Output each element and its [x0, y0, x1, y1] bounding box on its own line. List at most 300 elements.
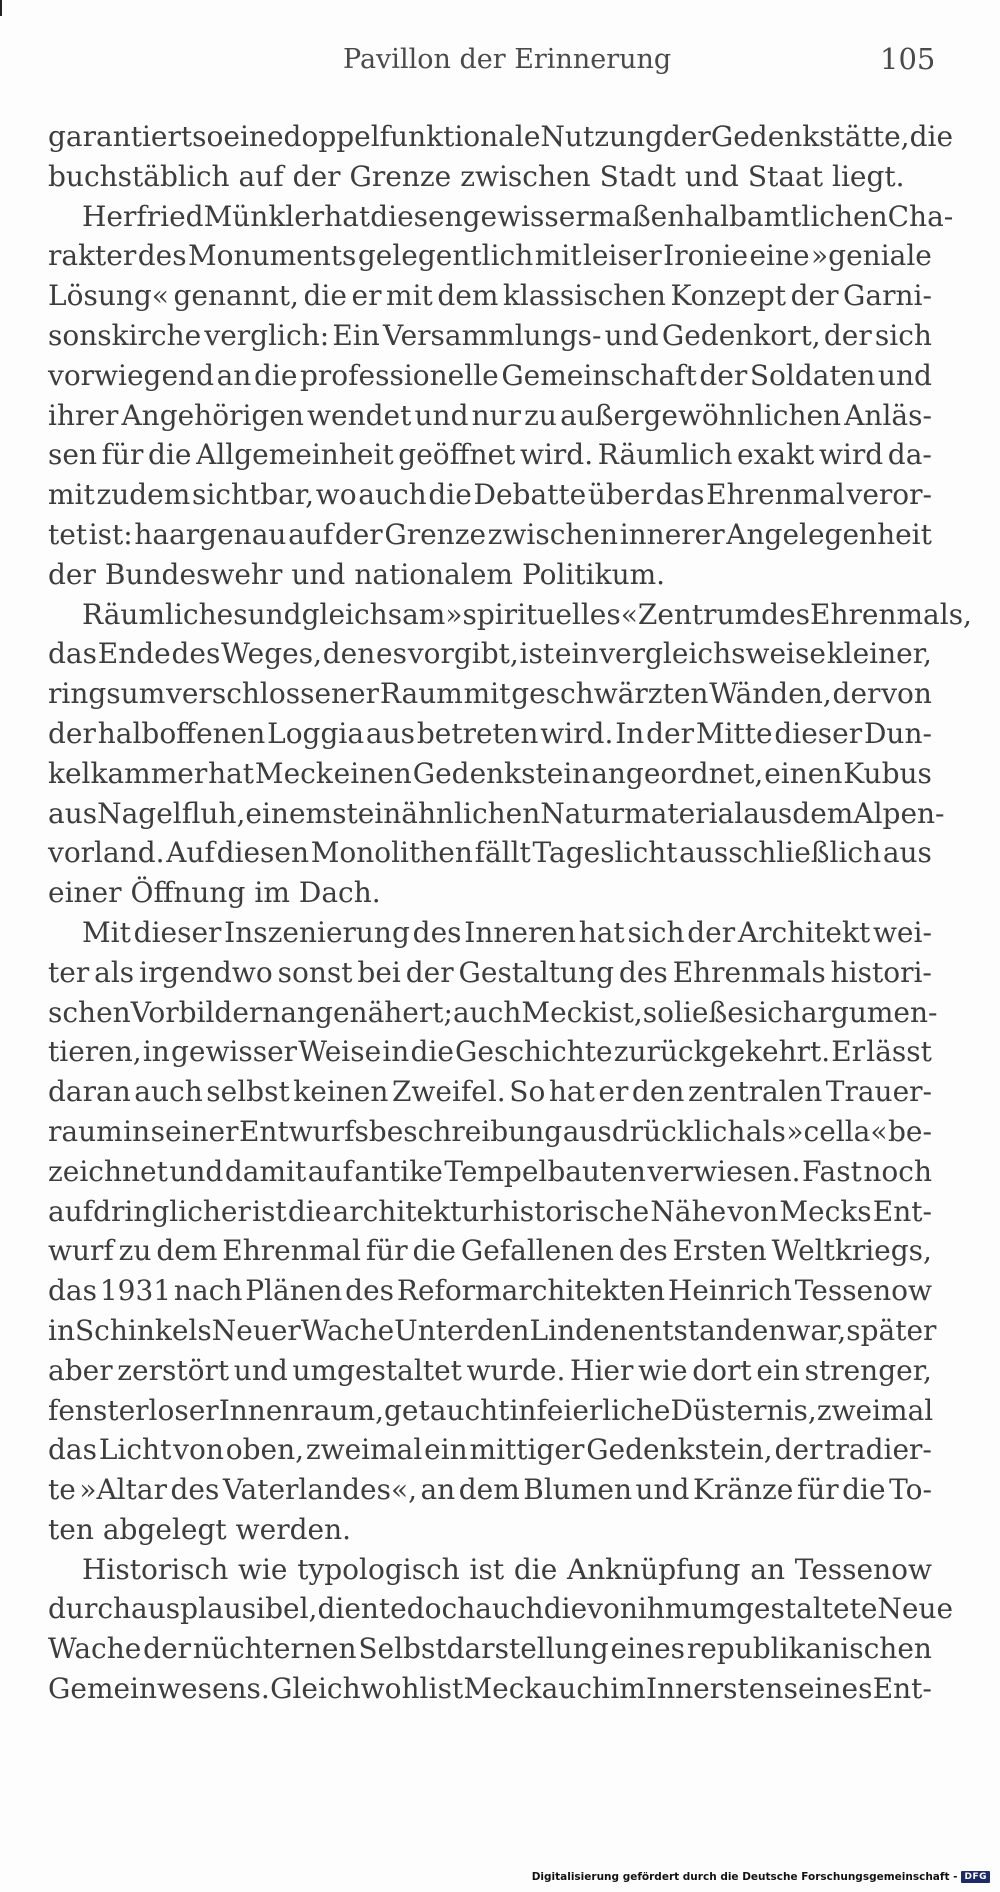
text-word: angeordnet, — [591, 756, 764, 790]
text-word: diesen — [216, 836, 309, 870]
text-word: Reformarchitekten — [396, 1274, 666, 1308]
text-word: Mit — [82, 915, 131, 949]
text-word: ist — [428, 1672, 464, 1706]
funding-note: Digitalisierung gefördert durch die Deutsche Forschungsgemeinschaft - — [531, 1871, 958, 1883]
text-word: zwischen — [487, 517, 619, 551]
text-word: dem — [458, 1473, 520, 1507]
text-word: Ehrenmal — [706, 478, 845, 512]
text-word: Alpen- — [853, 796, 945, 830]
text-word: Mitte — [695, 716, 773, 750]
text-word: an — [420, 1473, 456, 1507]
text-word: vorland. — [48, 836, 165, 870]
text-word: das — [48, 1433, 97, 1467]
text-word: nationalem — [354, 557, 513, 591]
text-word: des — [171, 637, 221, 671]
text-word: selbst — [206, 1075, 290, 1109]
text-word: Unter — [394, 1313, 477, 1347]
text-word: professionelle — [299, 358, 499, 392]
text-word: ausdrücklich — [562, 1114, 746, 1148]
text-word: wurde. — [466, 1353, 566, 1387]
text-word: Düsternis, — [670, 1393, 817, 1427]
text-word: Ent- — [872, 1194, 932, 1228]
text-word: und — [635, 1473, 690, 1507]
text-line — [48, 1550, 932, 1590]
text-word: in — [509, 1393, 537, 1427]
text-word: Geschichte — [455, 1035, 613, 1069]
text-word: einer — [48, 876, 122, 910]
text-word: verwiesen. — [647, 1154, 801, 1188]
text-word: später — [846, 1313, 937, 1347]
text-word: vorwiegend — [48, 358, 215, 392]
text-word: hat — [578, 915, 625, 949]
text-word: Wache — [300, 1313, 395, 1347]
text-word: Vaterlandes«, — [222, 1473, 417, 1507]
text-word: getaucht — [383, 1393, 510, 1427]
text-word: aus — [365, 716, 415, 750]
text-word: Nagelfluh, — [97, 796, 246, 830]
text-word: Soldaten — [749, 358, 876, 392]
text-word: hat — [548, 1075, 595, 1109]
text-word: damit — [224, 1154, 307, 1188]
text-word: sonskirche — [48, 318, 202, 352]
text-word: für — [365, 1234, 408, 1268]
text-word: und — [414, 398, 469, 432]
text-word: des — [618, 1234, 668, 1268]
text-word: ist, — [599, 995, 643, 1029]
text-word: Räumlich — [597, 438, 733, 472]
text-word: hat — [324, 199, 371, 233]
text-word: Trauer- — [825, 1075, 932, 1109]
text-word: des — [761, 597, 811, 631]
text-word: ist: — [88, 517, 133, 551]
text-word: außergewöhnlichen — [560, 398, 842, 432]
text-word: Ehrenmals — [672, 955, 826, 989]
text-word: »geniale — [811, 239, 932, 273]
text-word: tieren, — [48, 1035, 142, 1069]
text-word: an — [216, 358, 252, 392]
text-word: zurückgekehrt. — [613, 1035, 831, 1069]
text-word: die — [909, 120, 954, 153]
text-word: im — [254, 876, 290, 910]
text-line — [48, 794, 945, 834]
text-word: sich — [743, 995, 801, 1029]
text-word: Dun- — [863, 716, 932, 750]
text-word: Konzept — [670, 279, 787, 313]
text-word: die — [543, 1592, 588, 1626]
text-line — [48, 913, 932, 953]
text-line — [48, 634, 932, 674]
text-word: des — [618, 955, 668, 989]
text-word: einen — [764, 756, 843, 790]
text-word: Ironie — [663, 239, 749, 273]
text-word: an — [750, 1552, 785, 1586]
page-number: 105 — [880, 42, 936, 76]
text-word: und — [291, 557, 346, 591]
text-word: Heinrich — [667, 1274, 792, 1308]
text-word: dem — [437, 279, 499, 313]
text-word: Politikum. — [521, 557, 666, 591]
text-word: ter — [48, 955, 90, 989]
text-word: des — [345, 1274, 395, 1308]
text-word: oben, — [225, 1433, 305, 1467]
text-word: auch — [541, 1672, 611, 1706]
text-word: sich — [874, 318, 932, 352]
text-word: buchstäblich — [48, 159, 230, 193]
body-text — [48, 117, 972, 1709]
text-word: Wänden, — [709, 677, 832, 711]
text-word: Kubus — [843, 756, 932, 790]
text-word: Kränze — [692, 1473, 794, 1507]
text-line — [48, 833, 932, 873]
text-word: Monolithen — [310, 836, 473, 870]
text-word: be- — [887, 1114, 932, 1148]
text-word: architekturhistorische — [332, 1194, 650, 1228]
running-title: Pavillon der Erinnerung — [343, 44, 672, 75]
text-word: der — [143, 1632, 192, 1666]
text-word: aber — [48, 1353, 113, 1387]
text-word: feierliche — [536, 1393, 671, 1427]
text-word: seiner — [150, 1114, 239, 1148]
text-word: Neue — [877, 1592, 954, 1626]
text-word: umgestaltet — [292, 1353, 462, 1387]
text-word: Schinkels — [75, 1313, 212, 1347]
text-word: Debatte — [473, 478, 587, 512]
text-word: Historisch — [82, 1552, 229, 1586]
text-word: Weise — [298, 1035, 382, 1069]
text-word: des — [137, 239, 187, 273]
text-line — [48, 754, 932, 794]
text-word: über — [587, 478, 654, 512]
text-word: argumen- — [800, 995, 938, 1029]
text-word: Versammlungs- — [382, 318, 602, 352]
text-word: sonst — [277, 955, 353, 989]
text-word: in — [123, 1114, 151, 1148]
text-word: gewissermaßen — [462, 199, 686, 233]
text-word: die — [410, 1035, 454, 1069]
text-word: Meck — [463, 1672, 542, 1706]
text-line — [48, 1152, 932, 1192]
text-word: verglich: — [204, 318, 330, 352]
text-word: Tessenow — [794, 1274, 932, 1308]
text-word: wird. — [520, 438, 594, 472]
text-word: irgendwo — [139, 955, 273, 989]
text-word: von — [587, 1592, 638, 1626]
text-word: Gedenkstein, — [586, 1433, 773, 1467]
text-word: auf — [307, 1154, 353, 1188]
text-line — [48, 1510, 932, 1550]
text-word: auch — [475, 1592, 544, 1626]
text-word: und — [233, 1353, 288, 1387]
text-word: der — [823, 318, 872, 352]
text-line — [48, 197, 954, 237]
text-word: die — [513, 1552, 558, 1586]
text-word: schen — [48, 995, 131, 1029]
text-word: die — [303, 279, 347, 313]
text-line — [48, 1192, 932, 1232]
text-word: dieser — [774, 716, 863, 750]
text-word: wei- — [872, 915, 932, 949]
text-word: fällt — [474, 836, 531, 870]
text-word: der — [646, 716, 694, 750]
text-word: eines — [610, 1632, 686, 1666]
text-line — [48, 316, 932, 356]
text-word: im — [610, 1672, 646, 1706]
text-word: Ehrenmals, — [810, 597, 972, 631]
text-word: sich — [627, 915, 685, 949]
text-word: werden. — [235, 1512, 352, 1546]
text-word: die — [287, 1194, 332, 1228]
text-line — [48, 1391, 932, 1431]
text-word: »cella« — [786, 1114, 888, 1148]
text-word: ist — [519, 637, 555, 671]
text-word: da- — [887, 438, 932, 472]
text-word: auf — [288, 517, 334, 551]
text-word: Gleichwohl — [270, 1672, 429, 1706]
text-word: mit — [386, 279, 433, 313]
text-word: genannt, — [173, 279, 299, 313]
text-line — [48, 714, 932, 754]
text-word: der — [699, 358, 748, 392]
text-line — [48, 873, 932, 913]
text-line — [48, 1589, 954, 1629]
text-word: Angehörigen — [121, 398, 304, 432]
text-word: betreten — [416, 716, 539, 750]
text-word: Architekt — [737, 915, 871, 949]
text-word: von — [881, 677, 932, 711]
text-line — [48, 435, 932, 475]
text-word: nüchternen — [192, 1632, 357, 1666]
text-word: dem — [792, 796, 854, 830]
text-line — [48, 1351, 932, 1391]
text-word: des — [170, 1473, 220, 1507]
text-line — [48, 1072, 932, 1112]
text-word: Stadt — [599, 159, 676, 193]
text-word: der — [48, 557, 96, 591]
text-word: als — [745, 1114, 786, 1148]
text-word: Monuments — [188, 239, 357, 273]
text-word: To- — [889, 1473, 932, 1507]
text-word: Selbstdarstellung — [358, 1632, 609, 1666]
text-word: einem — [245, 796, 333, 830]
text-word: zu — [524, 398, 557, 432]
text-word: den — [631, 1075, 685, 1109]
text-word: der — [334, 517, 383, 551]
text-word: Linden — [529, 1313, 628, 1347]
text-word: »spirituelles« — [445, 597, 638, 631]
text-word: diesen — [370, 199, 463, 233]
text-word: leiser — [582, 239, 662, 273]
text-word: Er — [831, 1035, 866, 1069]
text-word: angenähert; — [280, 995, 453, 1029]
text-word: Staat — [747, 159, 823, 193]
text-word: in — [48, 1313, 75, 1347]
text-word: die — [148, 438, 192, 472]
text-word: Anläs- — [844, 398, 932, 432]
text-word: garantiert — [48, 120, 193, 153]
text-word: bei — [357, 955, 401, 989]
text-word: strenger, — [804, 1353, 932, 1387]
text-word: doch — [406, 1592, 476, 1626]
text-word: das — [48, 1274, 97, 1308]
text-word: vergleichsweise — [599, 637, 826, 671]
text-word: Zweifel. — [391, 1075, 506, 1109]
text-line — [48, 1669, 932, 1709]
text-word: einen — [333, 756, 412, 790]
text-word: typologisch — [297, 1552, 460, 1586]
text-word: eine — [749, 239, 810, 273]
text-line — [48, 475, 932, 515]
text-word: Blumen — [523, 1473, 632, 1507]
text-line — [48, 1470, 932, 1510]
text-word: dieser — [133, 915, 222, 949]
text-word: wo — [315, 478, 357, 512]
text-word: Tempelbauten — [444, 1154, 646, 1188]
text-word: Gedenkort, — [661, 318, 821, 352]
text-word: zweimal — [305, 1433, 423, 1467]
text-word: umgestaltete — [691, 1592, 878, 1626]
running-head — [0, 40, 1000, 80]
text-word: auf — [238, 159, 284, 193]
text-word: dem — [156, 1234, 218, 1268]
text-word: fensterloser — [48, 1393, 219, 1427]
text-word: kleiner, — [826, 637, 932, 671]
text-word: hat — [208, 756, 255, 790]
text-word: aufdringlicher — [48, 1194, 251, 1228]
text-word: lässt — [866, 1035, 932, 1069]
text-word: Gedenkstätte, — [710, 120, 910, 153]
text-word: so — [192, 120, 224, 153]
text-line — [48, 953, 932, 993]
text-word: ringsum — [48, 677, 166, 711]
text-word: Ersten — [672, 1234, 767, 1268]
text-word: wie — [237, 1552, 288, 1586]
text-word: wendet — [307, 398, 412, 432]
text-line — [48, 1271, 932, 1311]
text-word: er — [598, 1075, 629, 1109]
text-word: diente — [317, 1592, 407, 1626]
text-line — [48, 1032, 932, 1072]
text-word: plausibel, — [180, 1592, 318, 1626]
text-word: Innersten — [646, 1672, 784, 1706]
text-word: Gestaltung — [458, 955, 614, 989]
text-word: 1931 — [99, 1274, 172, 1308]
text-word: Ent- — [872, 1672, 932, 1706]
text-word: Gedenkstein — [412, 756, 591, 790]
text-word: Herfried — [82, 199, 204, 233]
text-word: zu — [118, 1234, 152, 1268]
text-word: in — [382, 1035, 410, 1069]
text-word: wurf — [48, 1234, 114, 1268]
text-word: keinen — [293, 1075, 389, 1109]
text-word: Ehrenmal — [222, 1234, 361, 1268]
text-word: wie — [638, 1353, 688, 1387]
text-word: der — [48, 716, 96, 750]
text-word: verschlossener — [166, 677, 380, 711]
text-word: so — [642, 995, 675, 1029]
text-word: antike — [354, 1154, 443, 1188]
text-word: das — [48, 637, 97, 671]
text-word: die — [428, 478, 472, 512]
text-line — [48, 117, 954, 157]
text-word: Grenze — [349, 159, 452, 193]
text-word: noch — [863, 1154, 932, 1188]
text-word: So — [509, 1075, 546, 1109]
text-word: ist — [469, 1552, 505, 1586]
text-word: republikanischen — [686, 1632, 932, 1666]
text-word: Fast — [802, 1154, 862, 1188]
text-word: ist — [252, 1194, 287, 1228]
text-word: der — [662, 120, 711, 153]
text-word: Meck — [521, 995, 600, 1029]
text-word: ein — [756, 1353, 800, 1387]
text-word: klassischen — [502, 279, 666, 313]
text-word: abgelegt — [102, 1512, 227, 1546]
text-word: Räumliches — [82, 597, 248, 631]
text-word: Naturmaterial — [540, 796, 744, 830]
text-word: Dach. — [298, 876, 381, 910]
text-word: doppelfunktionale — [283, 120, 541, 153]
text-line — [48, 1231, 932, 1271]
text-line — [48, 555, 932, 595]
text-word: die — [253, 358, 298, 392]
text-word: Hier — [570, 1353, 634, 1387]
text-word: von — [173, 1433, 224, 1467]
text-word: Gefallenen — [460, 1234, 614, 1268]
text-word: zeichnet — [48, 1154, 168, 1188]
text-word: Meck — [254, 756, 333, 790]
text-word: Tessenow — [794, 1552, 932, 1586]
text-word: für — [796, 1473, 839, 1507]
text-word: Inszenierung — [224, 915, 410, 949]
text-word: Gemeinwesens. — [48, 1672, 270, 1706]
text-word: Mecks — [779, 1194, 872, 1228]
text-word: wird — [818, 438, 884, 472]
text-word: liegt. — [831, 159, 905, 193]
text-word: ten — [48, 1512, 94, 1546]
text-line — [48, 595, 972, 635]
text-line — [48, 236, 932, 276]
text-word: zentralen — [687, 1075, 823, 1109]
text-word: ihrer — [48, 398, 119, 432]
text-word: In — [615, 716, 645, 750]
text-word: dort — [692, 1353, 752, 1387]
text-word: rakter — [48, 239, 137, 273]
text-word: Tageslicht — [532, 836, 678, 870]
text-word: Angelegenheit — [726, 517, 932, 551]
text-word: als — [94, 955, 135, 989]
text-word: innerer — [619, 517, 725, 551]
text-word: ein — [554, 637, 599, 671]
text-word: Nähe — [650, 1194, 727, 1228]
text-word: der — [774, 1433, 823, 1467]
dfg-logo: DFG — [961, 1871, 990, 1883]
text-word: haargenau — [134, 517, 287, 551]
text-word: und — [604, 318, 659, 352]
text-word: auch — [452, 995, 522, 1029]
text-word: veror- — [846, 478, 932, 512]
text-word: der — [405, 955, 454, 989]
text-word: tradier- — [824, 1433, 932, 1467]
text-word: Wache — [48, 1632, 142, 1666]
text-line — [48, 1629, 932, 1669]
text-word: für — [101, 438, 144, 472]
text-word: die — [412, 1234, 456, 1268]
text-word: Neuer — [211, 1313, 301, 1347]
text-word: Auf — [166, 836, 215, 870]
text-word: Inneren — [464, 915, 576, 949]
text-word: aus — [882, 836, 932, 870]
text-word: Garni- — [843, 279, 932, 313]
